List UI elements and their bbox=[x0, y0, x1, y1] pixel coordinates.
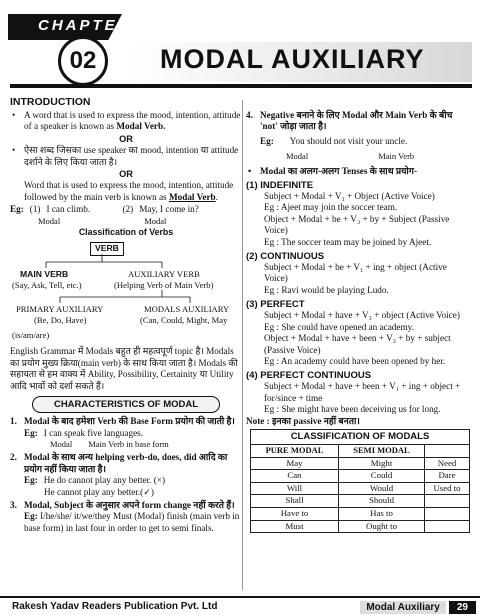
intro-point-1 bbox=[10, 110, 242, 133]
table-row bbox=[251, 470, 470, 483]
perfect-continuous-formula: Subject + Modal + have + been + V₁ + ing + object + for/since + time bbox=[264, 381, 461, 403]
table-cell: Should bbox=[339, 495, 425, 508]
classification-title: Classification of Verbs bbox=[78, 227, 174, 238]
table-cell: Will bbox=[251, 482, 339, 495]
characteristic-2-example-correct bbox=[10, 487, 242, 498]
continuous-formula: Subject + Modal + be + V₁ + ing + object (Active Voice) bbox=[264, 262, 447, 284]
intro-point-3: Word that is used to express the mood, intention, attitude followed by the main verb is known as Modal Verb. bbox=[24, 180, 234, 202]
auxiliary-verb-examples: (Helping Verb of Main Verb) bbox=[114, 280, 214, 291]
characteristic-4-example bbox=[246, 136, 472, 147]
chapter-number: 02 bbox=[58, 36, 108, 86]
item-number: 4. bbox=[246, 110, 253, 120]
indefinite-passive-formula: Object + Modal + be + V₃ + by + Subject (Passive Voice) bbox=[264, 213, 450, 236]
perfect-passive-formula: Object + Modal + have + been + V₃ + by + subject (Passive Voice) bbox=[264, 333, 451, 355]
intro-heading: INTRODUCTION bbox=[10, 96, 91, 108]
perfect-heading: (3) PERFECT bbox=[246, 299, 305, 311]
intro-examples bbox=[10, 204, 242, 215]
characteristic-4 bbox=[246, 110, 472, 133]
characteristic-1-example bbox=[10, 428, 242, 439]
passive-note: Note : इनका passive नहीं बनता। bbox=[246, 415, 360, 426]
characteristic-text: Modal के बाद हमेशा Verb की Base Form प्रयोग की जाती है। bbox=[24, 416, 235, 427]
right-column bbox=[246, 108, 472, 533]
intro-text: Word that is used to express the mood, intention, attitude followed by the main verb is known as bbox=[24, 180, 234, 202]
tenses-intro: • Modal का अलग-अलग Tenses के साथ प्रयोग- bbox=[246, 166, 472, 177]
table-header-semi: SEMI MODAL bbox=[339, 444, 425, 457]
table-caption: CLASSIFICATION OF MODALS bbox=[251, 429, 470, 444]
intro-term: Modal Verb bbox=[168, 191, 216, 202]
perfect-active-example: Eg : She could have opened an academy. bbox=[264, 321, 414, 332]
verb-classification-diagram bbox=[10, 240, 242, 350]
page-footer bbox=[0, 596, 480, 615]
verb-root-node: VERB bbox=[90, 242, 124, 255]
characteristic-1 bbox=[10, 416, 242, 427]
table-row bbox=[251, 457, 470, 470]
table-cell bbox=[425, 520, 470, 533]
table-cell bbox=[425, 495, 470, 508]
intro-example-tags bbox=[10, 216, 242, 227]
eg-label: Eg: bbox=[24, 511, 38, 522]
table-body bbox=[251, 457, 470, 533]
table-row bbox=[251, 495, 470, 508]
continuous-example: Eg : Ravi would be playing Ludo. bbox=[264, 284, 389, 295]
continuous-heading: (2) CONTINUOUS bbox=[246, 251, 325, 263]
characteristic-1-tags bbox=[10, 439, 242, 450]
page-title: MODAL AUXILIARY bbox=[160, 44, 425, 74]
eg-sentence-correct: He cannot play any better.(✓) bbox=[44, 486, 154, 497]
table-row bbox=[251, 482, 470, 495]
table-header-extra bbox=[425, 444, 470, 457]
table-cell: Shall bbox=[251, 495, 339, 508]
characteristics-heading: CHARACTERISTICS OF MODAL bbox=[32, 396, 220, 413]
modal-tag: Modal bbox=[144, 215, 167, 226]
intro-term: Modal Verb. bbox=[116, 121, 166, 132]
item-number: 3. bbox=[10, 499, 17, 510]
primary-auxiliary-node: PRIMARY AUXILIARY bbox=[16, 304, 104, 315]
eg-number: (1) bbox=[29, 204, 41, 215]
auxiliary-verb-node: AUXILIARY VERB bbox=[128, 269, 200, 280]
eg-sentence-wrong: He do cannot play any better. (×) bbox=[43, 475, 166, 486]
eg-label: Eg: bbox=[24, 475, 38, 486]
table-cell: Need bbox=[425, 457, 470, 470]
main-verb-tag: Main Verb in base form bbox=[88, 438, 169, 449]
intro-point-2: • ऐसा शब्द जिसका use speaker का mood, intention या attitude दर्शाने के लिए किया जाता है। bbox=[10, 145, 242, 168]
indefinite-active-formula: Subject + Modal + V₁ + Object (Active Voice) bbox=[264, 191, 435, 202]
table-cell: Has to bbox=[339, 507, 425, 520]
grammar-note: English Grammar में Modals बहुत ही महत्वपूर्ण topic है। Modals का प्रयोग मुख्य क्रिया(main verb) के साथ किया जाता है। Modals की सहायता से हम वाक्य में Ability, Possibility, Certainity या Utility आदि भावों को दर्शा सकते हैं। bbox=[10, 346, 238, 391]
indefinite-heading: (1) INDEFINITE bbox=[246, 180, 314, 192]
or-label: OR bbox=[119, 133, 133, 144]
footer-chapter-title: Modal Auxiliary bbox=[360, 601, 446, 614]
characteristic-text: Modal, Subject के अनुसार अपने form change नहीं करते हैं। bbox=[24, 499, 235, 510]
perfect-active-formula: Subject + Modal + have + V₃ + object (Active Voice) bbox=[264, 310, 460, 321]
left-column bbox=[10, 96, 242, 534]
main-verb-tag: Main Verb bbox=[378, 151, 415, 162]
characteristic-2-example bbox=[10, 475, 242, 486]
characteristic-text: Negative बनाने के लिए Modal और Main Verb के बीच 'not' जोड़ा जाता है। bbox=[260, 110, 453, 132]
primary-auxiliary-examples: (Be, Do, Have) bbox=[34, 315, 87, 326]
eg-sentence: You should not visit your uncle. bbox=[289, 135, 408, 146]
characteristic-3 bbox=[10, 500, 242, 511]
table-header-pure: PURE MODAL bbox=[251, 444, 339, 457]
table-cell: Could bbox=[339, 470, 425, 483]
table-cell: Might bbox=[339, 457, 425, 470]
eg-sentence: I can speak five languages. bbox=[43, 427, 144, 438]
modal-auxiliary-examples: (Can, Could, Might, May bbox=[140, 315, 228, 326]
eg-sentence: I/he/she/ it/we/they Must (Modal) finish (main verb in base form) in last four in order to get to semi finals. bbox=[24, 511, 240, 533]
modal-tag: Modal bbox=[50, 438, 73, 449]
page-number: 29 bbox=[449, 601, 476, 614]
modal-tag: Modal bbox=[38, 215, 61, 226]
table-cell: Must bbox=[251, 520, 339, 533]
table-row bbox=[251, 520, 470, 533]
perfect-continuous-example: Eg : She might have been deceiving us for long. bbox=[264, 404, 441, 415]
eg-label: Eg: bbox=[10, 204, 24, 215]
main-verb-node: MAIN VERB bbox=[20, 269, 69, 280]
table-cell: Used to bbox=[425, 482, 470, 495]
item-number: 1. bbox=[10, 416, 17, 427]
characteristic-4-tags bbox=[246, 151, 472, 162]
table-row bbox=[251, 507, 470, 520]
column-divider bbox=[242, 100, 243, 590]
chapter-label: CHAPTER bbox=[38, 17, 132, 34]
table-cell: May bbox=[251, 457, 339, 470]
indefinite-passive-example: Eg : The soccer team may be joined by Ajeet. bbox=[264, 236, 432, 247]
eg-label: Eg: bbox=[24, 427, 38, 438]
table-cell: Ought to bbox=[339, 520, 425, 533]
indefinite-active-example: Eg : Ajeet may join the soccer team. bbox=[264, 202, 398, 213]
modal-tag: Modal bbox=[286, 151, 309, 162]
table-cell: Can bbox=[251, 470, 339, 483]
modal-classification-table bbox=[250, 429, 470, 533]
eg-label: Eg: bbox=[260, 135, 274, 146]
chapter-header bbox=[0, 0, 480, 100]
modal-auxiliary-node: MODALS AUXILIARY bbox=[144, 304, 230, 315]
characteristic-2 bbox=[10, 452, 242, 475]
or-label: OR bbox=[119, 169, 133, 180]
eg-sentence: I can climb. bbox=[46, 204, 91, 215]
eg-number: (2) bbox=[122, 204, 134, 215]
table-cell: Dare bbox=[425, 470, 470, 483]
eg-sentence: May, I come in? bbox=[139, 204, 199, 215]
item-number: 2. bbox=[10, 452, 17, 463]
primary-auxiliary-forms: (is/am/are) bbox=[12, 330, 50, 341]
perfect-continuous-heading: (4) PERFECT CONTINUOUS bbox=[246, 370, 372, 382]
table-cell: Would bbox=[339, 482, 425, 495]
table-cell: Have to bbox=[251, 507, 339, 520]
characteristic-text: Modal के साथ अन्य helping verb-do, does, did आदि का प्रयोग नहीं किया जाता है। bbox=[24, 452, 228, 474]
header-rule bbox=[10, 84, 472, 88]
table-cell bbox=[425, 507, 470, 520]
main-verb-examples: (Say, Ask, Tell, etc.) bbox=[12, 280, 82, 291]
intro-text: A word that is used to express the mood, intention, attitude of a speaker is known as bbox=[24, 110, 241, 132]
publisher-name: Rakesh Yadav Readers Publication Pvt. Ltd bbox=[12, 601, 218, 612]
characteristic-3-example bbox=[10, 511, 242, 534]
footer-right bbox=[360, 600, 476, 615]
perfect-passive-example: Eg : An academy could have been opened by her. bbox=[264, 355, 446, 366]
